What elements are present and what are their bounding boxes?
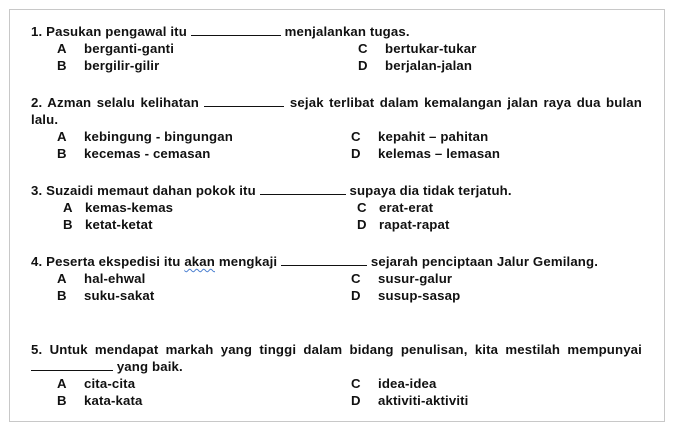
answer-blank (281, 253, 367, 266)
answer-blank (191, 23, 281, 36)
option-d: D susup-sasap (351, 288, 461, 303)
answer-blank (260, 182, 346, 195)
answer-blank (204, 94, 284, 107)
question-number: 5. (31, 342, 43, 357)
question-2-stem: 2. Azman selalu kelihatan sejak terlibat dalam kemalangan jalan raya dua bulan lalu. (31, 95, 642, 127)
option-b: B suku-sakat (57, 288, 155, 303)
option-d: D aktiviti-aktiviti (351, 393, 469, 408)
question-number: 2. (31, 95, 43, 110)
question-4-stem: 4. Peserta ekspedisi itu akan mengkaji sejarah penciptaan Jalur Gemilang. (31, 254, 599, 269)
question-5-stem: 5. Untuk mendapat markah yang tinggi dalam bidang penulisan, kita mestilah mempunyai yang baik. (31, 342, 642, 374)
option-c: C kepahit – pahitan (351, 129, 489, 144)
question-1 (31, 23, 642, 74)
option-a: A hal-ehwal (57, 271, 146, 286)
option-d: D kelemas – lemasan (351, 146, 501, 161)
option-b: B bergilir-gilir (57, 58, 160, 73)
question-3 (31, 182, 642, 233)
question-sheet (9, 9, 665, 422)
question-5 (31, 341, 642, 409)
option-c: C erat-erat (357, 200, 434, 215)
option-a: A cita-cita (57, 376, 136, 391)
option-b: B kecemas - cemasan (57, 146, 211, 161)
option-b: B kata-kata (57, 393, 143, 408)
option-d: D berjalan-jalan (358, 58, 473, 73)
question-number: 4. (31, 254, 43, 269)
question-1-options (31, 40, 642, 74)
question-1-stem: 1. Pasukan pengawal itu menjalankan tugas. (31, 24, 410, 39)
question-4-options (31, 270, 642, 304)
option-b: B ketat-ketat (63, 217, 153, 232)
question-4 (31, 253, 642, 304)
option-c: C idea-idea (351, 376, 437, 391)
option-a: A kebingung - bingungan (57, 129, 233, 144)
option-d: D rapat-rapat (357, 217, 450, 232)
answer-blank (31, 358, 113, 371)
question-5-options (31, 375, 642, 409)
question-number: 1. (31, 24, 43, 39)
question-2-options (31, 128, 642, 162)
option-a: A berganti-ganti (57, 41, 175, 56)
option-c: C susur-galur (351, 271, 453, 286)
question-2 (31, 94, 642, 162)
question-3-stem: 3. Suzaidi memaut dahan pokok itu supaya dia tidak terjatuh. (31, 183, 512, 198)
question-3-options (31, 199, 642, 233)
option-a: A kemas-kemas (63, 200, 174, 215)
option-c: C bertukar-tukar (358, 41, 477, 56)
question-number: 3. (31, 183, 43, 198)
